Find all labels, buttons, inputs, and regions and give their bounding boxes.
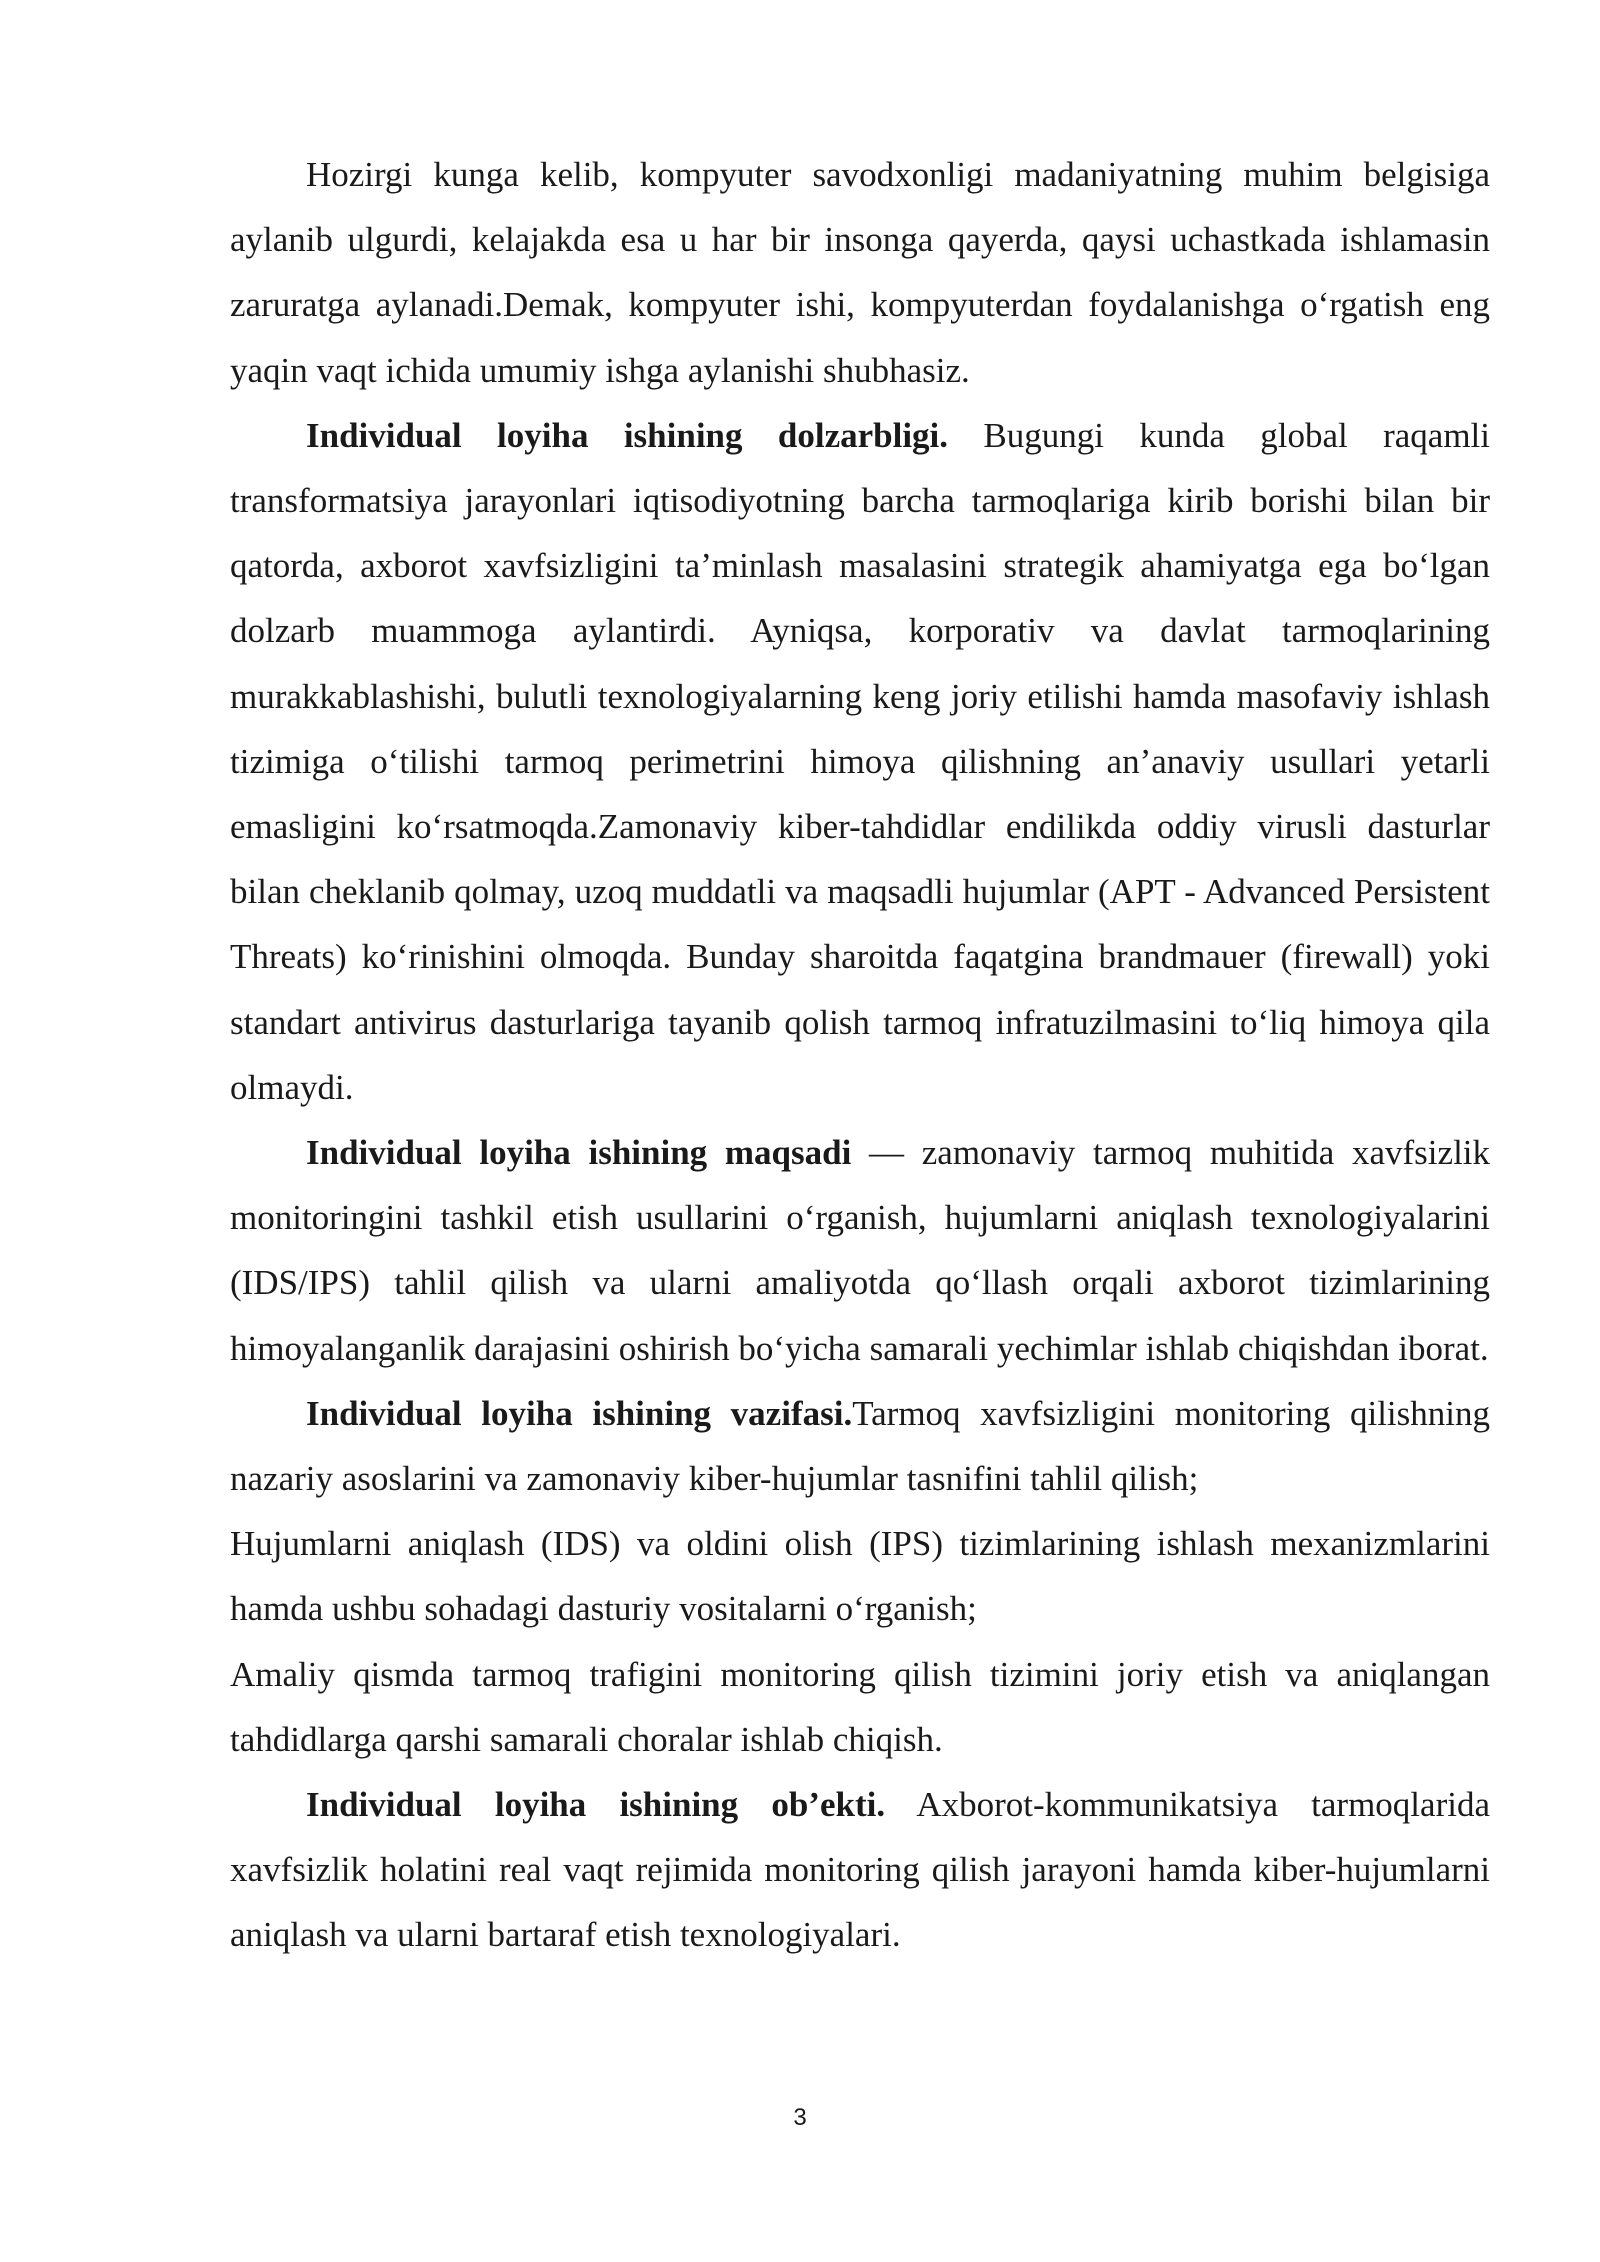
paragraph-goal — [230, 1120, 1490, 1381]
object-heading: Individual loyiha ishining ob’ekti. — [306, 1785, 886, 1825]
object-text: Axborot-kommunikatsiya tarmoqlarida xavfsizlik holatini real vaqt rejimida monitoring qilish jarayoni hamda kiber-hujumlarni aniqlash va ularni bartaraf etish texnologiyalari. — [230, 1785, 1490, 1955]
goal-text: — zamonaviy tarmoq muhitida xavfsizlik monitoringini tashkil etish usullarini o‘rganish, hujumlarni aniqlash texnologiyalarini (IDS/IPS) tahlil qilish va ularni amaliyotda qo‘llash orqali axborot tizimlarining himoyalanganlik darajasini oshirish bo‘yicha samarali yechimlar ishlab chiqishdan iborat. — [230, 1133, 1491, 1368]
tasks-heading: Individual loyiha ishining vazifasi. — [306, 1393, 853, 1433]
paragraph-tasks — [230, 1381, 1490, 1511]
relevance-text: Bugungi kunda global raqamli transformatsiya jarayonlari iqtisodiyotning barcha tarmoqlariga kirib borishi bilan bir qatorda, axborot xavfsizligini ta’minlash masalasini strategik ahamiyatga ega bo‘lgan dolzarb muammoga aylantirdi. Ayniqsa, korporativ va davlat tarmoqlarining murakkablashishi, bulutli texnologiyalarning keng joriy etilishi hamda masofaviy ishlash tizimiga o‘tilishi tarmoq perimetrini himoya qilishning an’anaviy usullari yetarli emasligini ko‘rsatmoqda.Zamonaviy kiber-tahdidlar endilikda oddiy virusli dasturlar bilan cheklanib qolmay, uzoq muddatli va maqsadli hujumlar (APT - Advanced Persistent Threats) ko‘rinishini olmoqda. Bunday sharoitda faqatgina brandmauer (firewall) yoki standart antivirus dasturlariga tayanib qolish tarmoq infratuzilmasini to‘liq himoya qila olmaydi. — [230, 415, 1491, 1107]
goal-heading: Individual loyiha ishining maqsadi — [306, 1133, 852, 1173]
paragraph-tasks-item2: Hujumlarni aniqlash (IDS) va oldini olish (IPS) tizimlarining ishlash mexanizmlarini hamda ushbu sohadagi dasturiy vositalarni o‘rganish; — [230, 1524, 1490, 1629]
paragraph-object — [230, 1772, 1490, 1968]
page-number: 3 — [793, 2104, 807, 2131]
paragraph-tasks-item3: Amaliy qismda tarmoq trafigini monitoring qilish tizimini joriy etish va aniqlangan tahdidlarga qarshi samarali choralar ishlab chiqish. — [230, 1654, 1490, 1759]
document-body — [230, 142, 1490, 1968]
paragraph-relevance — [230, 403, 1490, 1120]
tasks-text: Tarmoq xavfsizligini monitoring qilishning nazariy asoslarini va zamonaviy kiber-hujumlar tasnifini tahlil qilish; — [230, 1393, 1490, 1499]
paragraph-intro: Hozirgi kunga kelib, kompyuter savodxonligi madaniyatning muhim belgisiga aylanib ulgurdi, kelajakda esa u har bir insonga qayerda, qaysi uchastkada ishlamasin zaruratga aylanadi.Demak, kompyuter ishi, kompyuterdan foydalanishga o‘rgatish eng yaqin vaqt ichida umumiy ishga aylanishi shubhasiz. — [230, 155, 1490, 390]
relevance-heading: Individual loyiha ishining dolzarbligi. — [306, 415, 949, 455]
